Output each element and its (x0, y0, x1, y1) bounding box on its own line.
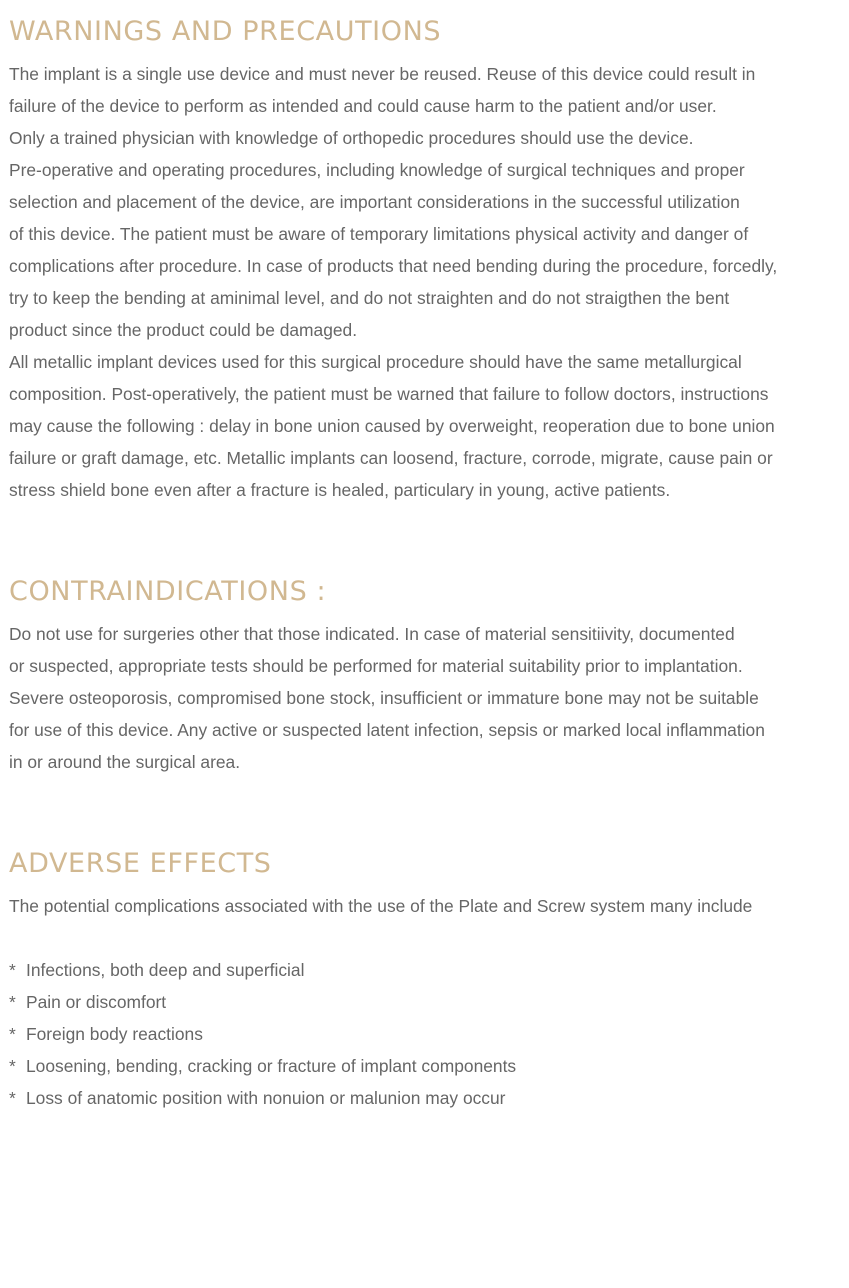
warnings-line: may cause the following : delay in bone union caused by overweight, reoperation due to bone union (9, 416, 775, 436)
list-item (9, 1082, 839, 1114)
warnings-line: try to keep the bending at aminimal level, and do not straighten and do not straigthen the bent (9, 288, 730, 308)
warnings-line: failure or graft damage, etc. Metallic implants can loosend, fracture, corrode, migrate, cause pain or (9, 448, 773, 468)
adverse-effects-heading: ADVERSE EFFECTS (9, 848, 272, 879)
warnings-line: product since the product could be damaged. (9, 320, 358, 340)
list-item (9, 1018, 839, 1050)
bullet-mark: * (9, 992, 16, 1012)
list-item-text: Foreign body reactions (26, 1024, 203, 1044)
list-item (9, 1050, 839, 1082)
contraindications-line: for use of this device. Any active or suspected latent infection, sepsis or marked local inflammation (9, 720, 765, 740)
warnings-line: complications after procedure. In case of products that need bending during the procedure, forcedly, (9, 256, 778, 276)
contraindications-line: Do not use for surgeries other that those indicated. In case of material sensitiivity, documented (9, 624, 735, 644)
warnings-body (9, 58, 839, 506)
warnings-line: stress shield bone even after a fracture is healed, particulary in young, active patients. (9, 480, 671, 500)
adverse-effects-body (9, 890, 839, 1114)
warnings-line: All metallic implant devices used for this surgical procedure should have the same metallurgical (9, 352, 742, 372)
warnings-heading: WARNINGS AND PRECAUTIONS (9, 16, 442, 47)
bullet-mark: * (9, 1024, 16, 1044)
contraindications-section (9, 572, 839, 778)
warnings-line: Only a trained physician with knowledge of orthopedic procedures should use the device. (9, 128, 694, 148)
warnings-section (9, 12, 839, 506)
contraindications-heading: CONTRAINDICATIONS : (9, 576, 327, 607)
list-item (9, 986, 839, 1018)
contraindications-line: Severe osteoporosis, compromised bone stock, insufficient or immature bone may not be suitable (9, 688, 759, 708)
warnings-line: The implant is a single use device and must never be reused. Reuse of this device could result in (9, 64, 756, 84)
list-item-text: Infections, both deep and superficial (26, 960, 305, 980)
contraindications-body (9, 618, 839, 778)
warnings-line: failure of the device to perform as intended and could cause harm to the patient and/or user. (9, 96, 717, 116)
warnings-line: of this device. The patient must be aware of temporary limitations physical activity and danger of (9, 224, 749, 244)
bullet-mark: * (9, 1056, 16, 1076)
list-item-text: Loosening, bending, cracking or fracture of implant components (26, 1056, 517, 1076)
contraindications-line: in or around the surgical area. (9, 752, 241, 772)
contraindications-line: or suspected, appropriate tests should be performed for material suitability prior to implantation. (9, 656, 743, 676)
bullet-mark: * (9, 1088, 16, 1108)
warnings-line: Pre-operative and operating procedures, including knowledge of surgical techniques and proper (9, 160, 745, 180)
warnings-line: composition. Post-operatively, the patient must be warned that failure to follow doctors, instructions (9, 384, 769, 404)
adverse-effects-intro: The potential complications associated with the use of the Plate and Screw system many include (9, 896, 753, 916)
adverse-effects-section (9, 844, 839, 1114)
list-item-text: Loss of anatomic position with nonuion or malunion may occur (26, 1088, 506, 1108)
list-item-text: Pain or discomfort (26, 992, 167, 1012)
warnings-line: selection and placement of the device, are important considerations in the successful utilization (9, 192, 740, 212)
list-item (9, 954, 839, 986)
bullet-mark: * (9, 960, 16, 980)
spacer (9, 922, 839, 954)
